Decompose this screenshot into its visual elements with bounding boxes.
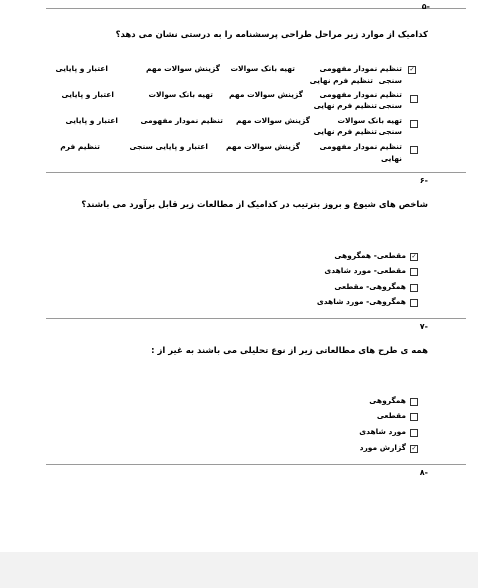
option-text: سنجی — [378, 76, 402, 85]
divider — [46, 8, 466, 9]
question-5-text: کدامیک از موارد زیر مراحل طراحی پرسشنامه را به درستی نشان می دهد؟ — [115, 30, 428, 40]
option-text: گزینش سوالات مهم — [226, 142, 300, 151]
question-5-option-2-checkbox[interactable] — [410, 95, 418, 103]
page-footer-background — [0, 552, 478, 588]
option-text: تنظیم نمودار مفهومی — [319, 64, 402, 73]
question-6-option-3-checkbox[interactable] — [410, 284, 418, 292]
option-text: تنظیم نمودار مفهومی — [319, 142, 402, 151]
option-text: اعتبار و پایایی سنجی — [129, 142, 208, 151]
question-7-option-4-label: گزارش مورد — [359, 443, 406, 452]
option-text: تنظیم فرم نهایی — [309, 76, 373, 85]
option-text: تنظیم نمودار مفهومی — [140, 116, 223, 125]
option-text: تنظیم فرم نهایی — [313, 101, 377, 110]
question-7-option-1-checkbox[interactable] — [410, 398, 418, 406]
option-text: اعتبار و پایایی — [61, 90, 114, 99]
option-text: اعتبار و پایایی — [65, 116, 118, 125]
divider — [46, 464, 466, 465]
option-text: اعتبار و پایایی — [55, 64, 108, 73]
question-6-option-4-label: همگروهی- مورد شاهدی — [316, 297, 406, 306]
option-text: گزینش سوالات مهم — [229, 90, 303, 99]
question-7-text: همه ی طرح های مطالعاتی زیر از نوع تحلیلی می باشند به غیر از : — [151, 346, 428, 356]
question-6-option-4-checkbox[interactable] — [410, 299, 418, 307]
option-text: تهیه بانک سوالات — [148, 90, 213, 99]
option-text: تنظیم فرم نهایی — [313, 127, 377, 136]
question-5-option-3-checkbox[interactable] — [410, 120, 418, 128]
option-text: گزینش سوالات مهم — [146, 64, 220, 73]
option-text: نهایی — [381, 154, 402, 163]
question-5-number: -۵ — [421, 2, 430, 11]
option-text: تنظیم نمودار مفهومی — [319, 90, 402, 99]
question-7-number: -۷ — [419, 322, 428, 331]
option-text: سنجی — [378, 127, 402, 136]
question-7-option-3-label: مورد شاهدی — [359, 427, 406, 436]
option-text: تهیه بانک سوالات — [337, 116, 402, 125]
option-text: سنجی — [378, 101, 402, 110]
question-7-option-1-label: همگروهی — [369, 396, 406, 405]
question-5-option-1-checkbox[interactable] — [408, 66, 416, 74]
question-6-number: -۶ — [419, 176, 428, 185]
option-text: تنظیم فرم — [60, 142, 100, 151]
question-6-option-1-label: مقطعی- همگروهی — [334, 251, 406, 260]
question-8-number: -۸ — [419, 468, 428, 477]
question-6-option-1-checkbox[interactable] — [410, 253, 418, 261]
question-7-option-2-label: مقطعی — [376, 411, 406, 420]
option-text: تهیه بانک سوالات — [230, 64, 295, 73]
question-7-option-2-checkbox[interactable] — [410, 413, 418, 421]
question-6-option-2-label: مقطعی- مورد شاهدی — [324, 266, 406, 275]
divider — [46, 172, 466, 173]
question-7-option-4-checkbox[interactable] — [410, 445, 418, 453]
question-6-text: شاخص های شیوع و بروز بترتیب در کدامیک از مطالعات زیر قابل برآورد می باشند؟ — [81, 200, 428, 210]
divider — [46, 318, 466, 319]
question-6-option-3-label: همگروهی- مقطعی — [334, 282, 406, 291]
question-7-option-3-checkbox[interactable] — [410, 429, 418, 437]
question-5-option-4-checkbox[interactable] — [410, 146, 418, 154]
question-6-option-2-checkbox[interactable] — [410, 268, 418, 276]
option-text: گزینش سوالات مهم — [236, 116, 310, 125]
